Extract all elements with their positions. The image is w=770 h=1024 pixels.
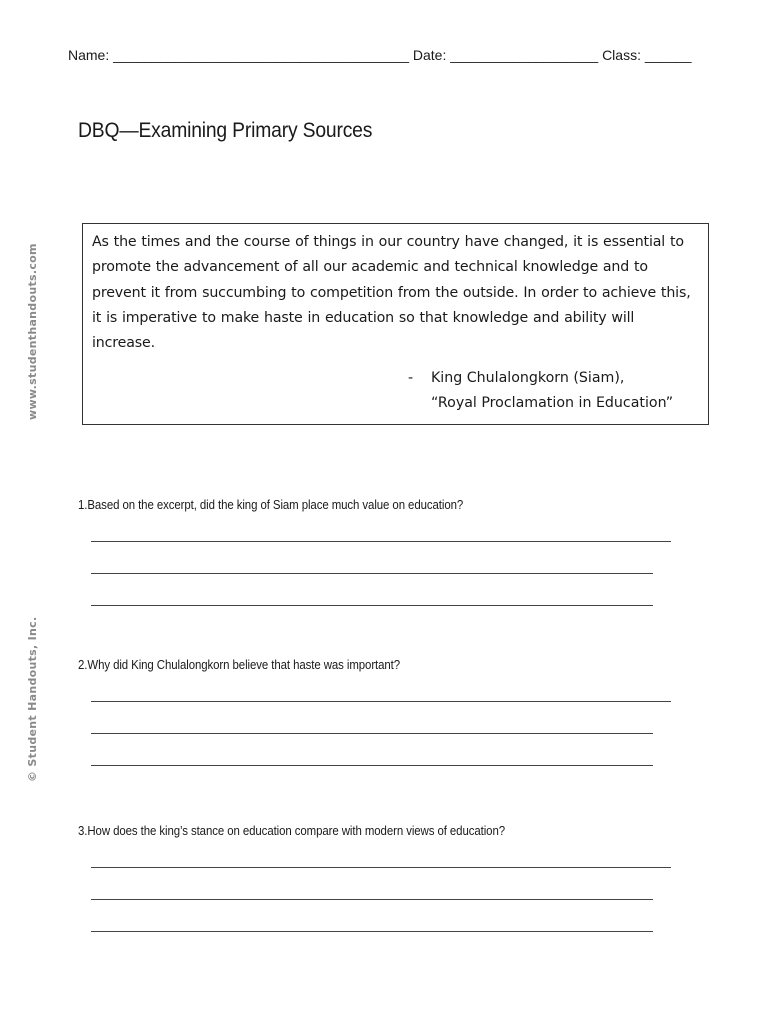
question-3: 3.How does the king’s stance on education compare with modern views of education? [78,823,506,838]
answer-line[interactable] [91,573,653,574]
answer-line[interactable] [91,931,653,932]
answer-line[interactable] [91,541,671,542]
attribution-dash: - [408,370,414,386]
answer-line[interactable] [91,765,653,766]
answer-line[interactable] [91,899,653,900]
name-date-class-header: Name: ______________________________________ Date: ___________________ Class: ______ [68,47,692,63]
sidebar-url: www.studenthandouts.com [26,243,39,420]
question-1: 1.Based on the excerpt, did the king of Siam place much value on education? [78,497,464,512]
answer-line[interactable] [91,733,653,734]
page-title: DBQ—Examining Primary Sources [78,119,373,142]
answer-line[interactable] [91,867,671,868]
sidebar-copyright: © Student Handouts, Inc. [26,616,39,782]
primary-source-quote-box [82,223,709,425]
answer-line[interactable] [91,605,653,606]
quote-text: As the times and the course of things in our country have changed, it is essential to promote the advancement of all our academic and technical knowledge and to prevent it from succumbing to competition from the outside. In order to achieve this, it is imperative to make haste in education so that knowledge and ability will increase. [92,234,691,352]
question-2: 2.Why did King Chulalongkorn believe that haste was important? [78,657,401,672]
answer-line[interactable] [91,701,671,702]
attribution-author: King Chulalongkorn (Siam), [431,370,625,386]
attribution-source: “Royal Proclamation in Education” [431,395,674,411]
